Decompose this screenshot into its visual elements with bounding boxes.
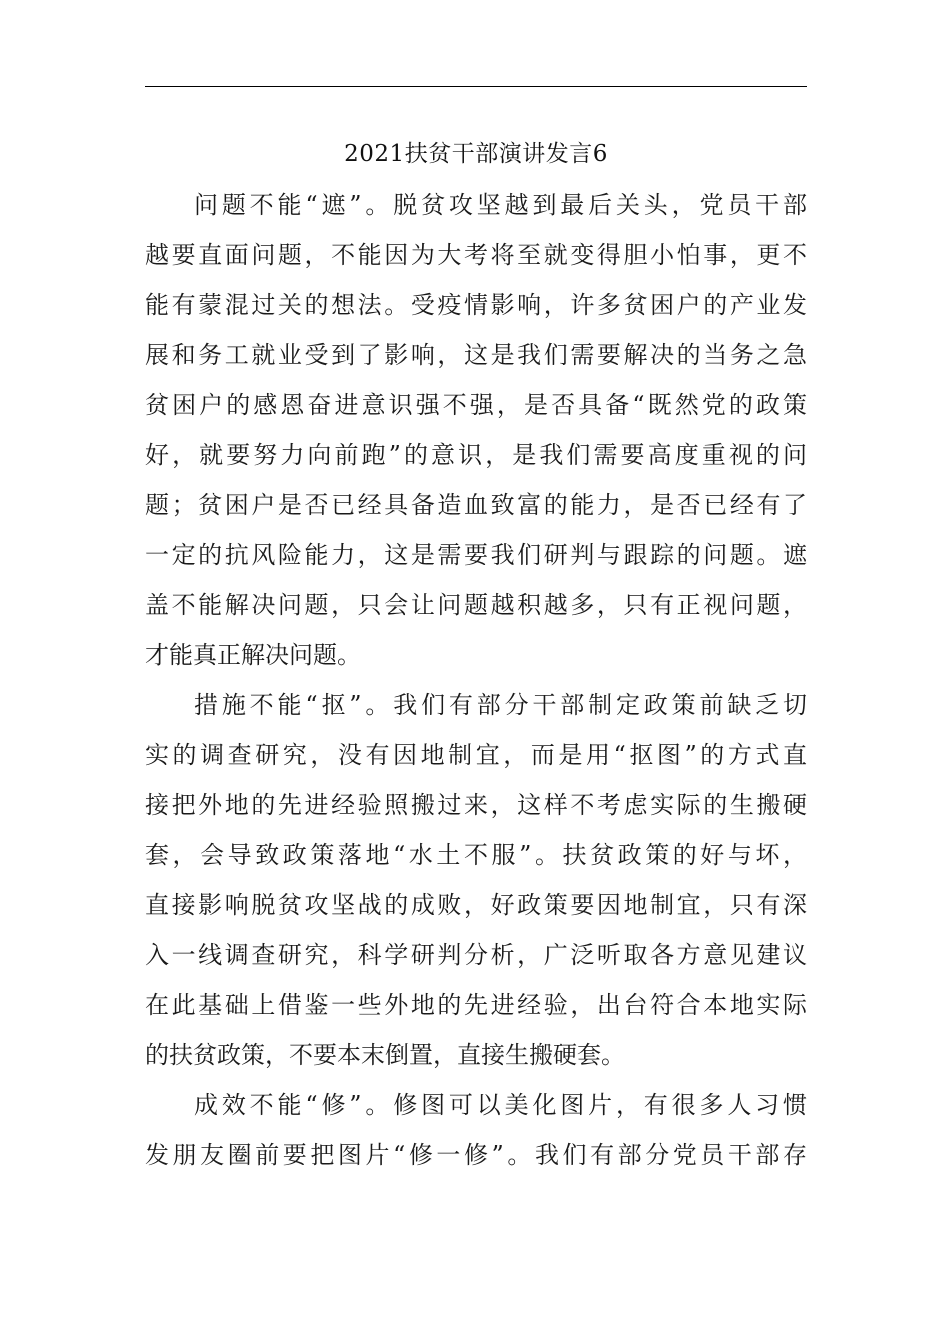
paragraph-line: 问题不能“遮”。脱贫攻坚越到最后关头，党员干部: [194, 191, 807, 219]
paragraph-line: 好，就要努力向前跑”的意识，是我们需要高度重视的问: [145, 441, 807, 469]
paragraph-line: 一定的抗风险能力，这是需要我们研判与跟踪的问题。遮: [145, 541, 807, 569]
paragraph-line: 入一线调查研究，科学研判分析，广泛听取各方意见建议: [145, 941, 807, 969]
header-rule: [145, 86, 807, 87]
paragraph-line: 盖不能解决问题，只会让问题越积越多，只有正视问题，: [145, 591, 807, 619]
paragraph-line: 接把外地的先进经验照搬过来，这样不考虑实际的生搬硬: [145, 791, 807, 819]
paragraph-line: 措施不能“抠”。我们有部分干部制定政策前缺乏切: [194, 691, 807, 719]
paragraph-line: 贫困户的感恩奋进意识强不强，是否具备“既然党的政策: [145, 391, 807, 419]
paragraph-line: 展和务工就业受到了影响，这是我们需要解决的当务之急: [145, 341, 807, 369]
paragraph-line: 直接影响脱贫攻坚战的成败，好政策要因地制宜，只有深: [145, 891, 807, 919]
paragraph-line: 能有蒙混过关的想法。受疫情影响，许多贫困户的产业发: [145, 291, 807, 319]
paragraph-line: 的扶贫政策，不要本末倒置，直接生搬硬套。: [145, 1041, 625, 1069]
paragraph-line: 实的调查研究，没有因地制宜，而是用“抠图”的方式直: [145, 741, 807, 769]
paragraph-line: 在此基础上借鉴一些外地的先进经验，出台符合本地实际: [145, 991, 807, 1019]
paragraph-line: 成效不能“修”。修图可以美化图片，有很多人习惯: [194, 1091, 807, 1119]
paragraph-line: 题；贫困户是否已经具备造血致富的能力，是否已经有了: [145, 491, 807, 519]
document-title: 2021扶贫干部演讲发言6: [344, 141, 608, 167]
paragraph-line: 越要直面问题，不能因为大考将至就变得胆小怕事，更不: [145, 241, 807, 269]
paragraph-line: 才能真正解决问题。: [145, 641, 361, 669]
paragraph-line: 发朋友圈前要把图片“修一修”。我们有部分党员干部存: [145, 1141, 807, 1169]
paragraph-line: 套，会导致政策落地“水土不服”。扶贫政策的好与坏，: [145, 841, 807, 869]
